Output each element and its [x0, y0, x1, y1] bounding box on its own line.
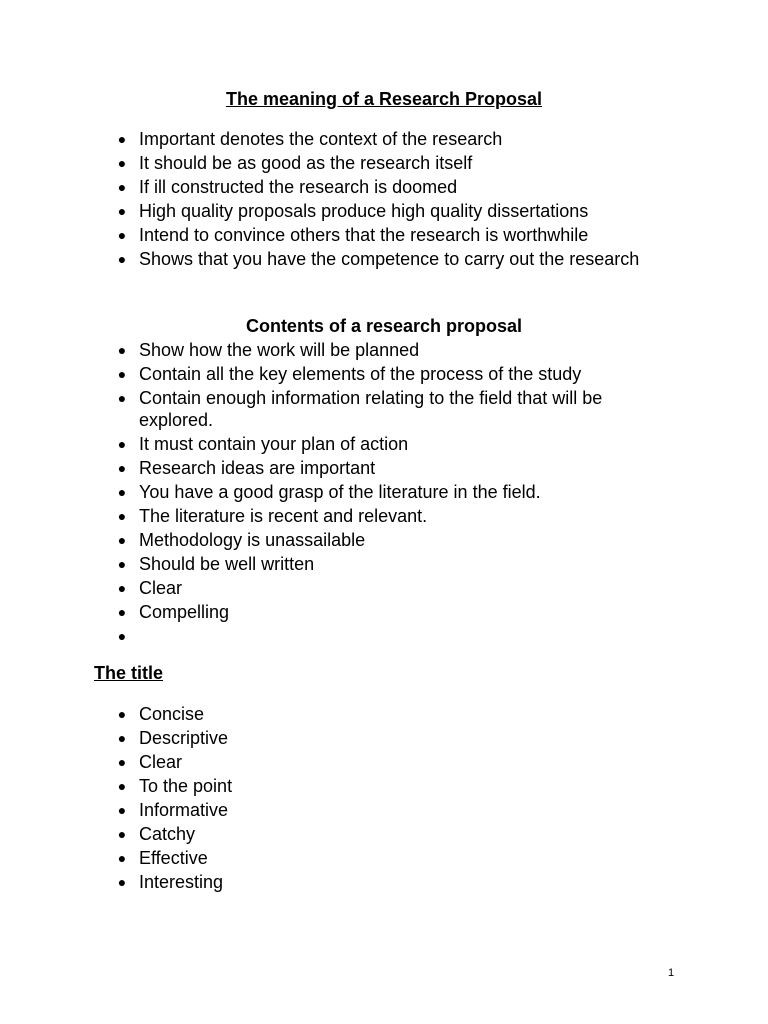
- list-item: [0, 176, 768, 198]
- bullet-icon: ●: [117, 826, 127, 842]
- bullet-icon: ●: [117, 754, 127, 770]
- heading-the-title: The title: [94, 663, 164, 683]
- page-number: 1: [668, 967, 675, 979]
- list-item: [0, 339, 768, 361]
- list-item: [0, 457, 768, 479]
- list-item: [0, 751, 768, 773]
- list-item-text: To the point: [139, 776, 233, 796]
- bullet-icon: ●: [117, 874, 127, 890]
- list-item-text: Important denotes the context of the research: [139, 129, 503, 149]
- list-item-text: Methodology is unassailable: [139, 530, 366, 550]
- list-item: [0, 775, 768, 797]
- bullet-icon: ●: [117, 131, 127, 147]
- bullet-icon: ●: [117, 556, 127, 572]
- list-item-text: Interesting: [139, 872, 224, 892]
- list-item-text: Contain all the key elements of the process of the study: [139, 364, 582, 384]
- bullet-icon: ●: [117, 802, 127, 818]
- bullet-icon: ●: [117, 203, 127, 219]
- list-item: [0, 847, 768, 869]
- bullet-icon: ●: [117, 436, 127, 452]
- list-item-text: Show how the work will be planned: [139, 340, 420, 360]
- list-item: [0, 505, 768, 527]
- list-item-text: Clear: [139, 578, 183, 598]
- list-item-text: Intend to convince others that the research is worthwhile: [139, 225, 589, 245]
- bullet-icon: ●: [117, 155, 127, 171]
- list-item: [0, 703, 768, 725]
- list-item-text: High quality proposals produce high quality dissertations: [139, 201, 589, 221]
- list-item-text: Effective: [139, 848, 208, 868]
- list-item-text: Research ideas are important: [139, 458, 376, 478]
- list-item: [0, 727, 768, 749]
- list-item: [0, 387, 768, 431]
- list-item-text: It must contain your plan of action: [139, 434, 409, 454]
- list-item-text: Concise: [139, 704, 205, 724]
- bullet-icon: ●: [117, 508, 127, 524]
- list-item: [0, 433, 768, 455]
- bullet-icon: ●: [117, 342, 127, 358]
- meaning-bullet-list: [0, 128, 768, 272]
- list-item: [0, 152, 768, 174]
- heading-contents-of-research-proposal: Contents of a research proposal: [245, 316, 523, 336]
- list-item-text: Shows that you have the competence to carry out the research: [139, 249, 640, 269]
- bullet-icon: ●: [117, 778, 127, 794]
- list-item-text: Descriptive: [139, 728, 229, 748]
- bullet-icon: ●: [117, 604, 127, 620]
- list-item: [0, 823, 768, 845]
- list-item-text: It should be as good as the research itself: [139, 153, 473, 173]
- bullet-icon: ●: [117, 532, 127, 548]
- list-item-text: You have a good grasp of the literature in the field.: [139, 482, 541, 502]
- bullet-icon: ●: [117, 706, 127, 722]
- list-item: [0, 200, 768, 222]
- bullet-icon: ●: [117, 484, 127, 500]
- bullet-icon: ●: [117, 227, 127, 243]
- list-item: [0, 363, 768, 385]
- title-bullet-list: [0, 703, 768, 895]
- list-item-text: Compelling: [139, 602, 230, 622]
- list-item-text: Catchy: [139, 824, 196, 844]
- list-item: [0, 529, 768, 551]
- bullet-icon: ●: [117, 251, 127, 267]
- list-item: [0, 871, 768, 893]
- bullet-icon: ●: [117, 366, 127, 382]
- list-item: [0, 248, 768, 270]
- list-item-text: The literature is recent and relevant.: [139, 506, 428, 526]
- bullet-icon: ●: [117, 179, 127, 195]
- list-item-text: If ill constructed the research is doomed: [139, 177, 458, 197]
- list-item-text: Contain enough information relating to the field that will be explored.: [139, 388, 603, 430]
- list-item: [0, 481, 768, 503]
- list-item: [0, 224, 768, 246]
- list-item-text: Clear: [139, 752, 183, 772]
- contents-bullet-list: [0, 339, 768, 649]
- heading-meaning-of-research-proposal: The meaning of a Research Proposal: [225, 89, 543, 109]
- list-item: [0, 799, 768, 821]
- bullet-icon: ●: [117, 460, 127, 476]
- list-item-text: Should be well written: [139, 554, 315, 574]
- list-item: [0, 577, 768, 599]
- list-item: [0, 601, 768, 623]
- bullet-icon: ●: [117, 390, 127, 406]
- bullet-icon: ●: [117, 850, 127, 866]
- list-item: [0, 553, 768, 575]
- list-item-text: Informative: [139, 800, 229, 820]
- bullet-icon: ●: [117, 730, 127, 746]
- bullet-icon: ●: [117, 580, 127, 596]
- bullet-icon: ●: [117, 628, 127, 644]
- list-item: [0, 128, 768, 150]
- list-item: [0, 625, 768, 647]
